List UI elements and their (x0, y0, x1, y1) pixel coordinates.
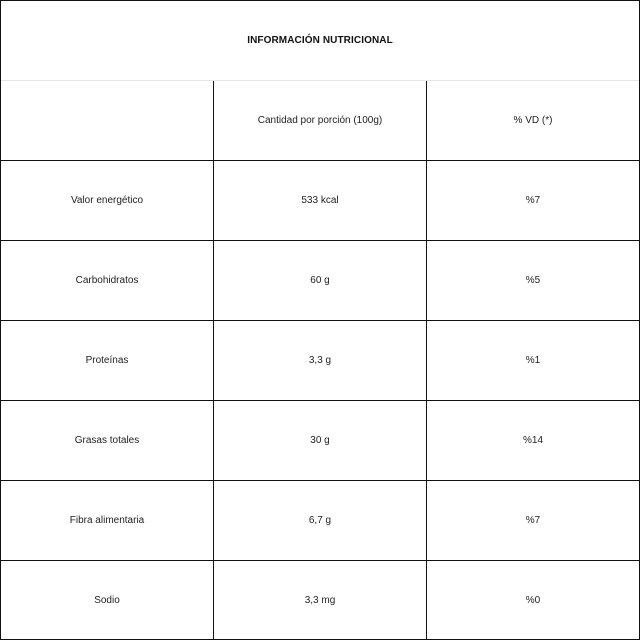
amount-cell: 30 g (214, 401, 427, 480)
nutrient-cell: Carbohidratos (1, 241, 214, 320)
nutrient-cell: Sodio (1, 561, 214, 639)
table-title: INFORMACIÓN NUTRICIONAL (247, 35, 393, 46)
table-row (1, 561, 639, 639)
amount-cell: 3,3 mg (214, 561, 427, 639)
daily-value-cell: %0 (525, 594, 541, 606)
nutrient-cell: Fibra alimentaria (1, 481, 214, 560)
header-daily-value-cell: % VD (*) (513, 115, 553, 126)
nutrition-grid (1, 81, 639, 639)
table-row (1, 321, 639, 401)
amount-cell: 3,3 g (214, 321, 427, 400)
table-row (1, 401, 639, 481)
header-amount-cell: Cantidad por porción (100g) (214, 81, 427, 160)
nutrient-cell: Grasas totales (1, 401, 214, 480)
nutrient-cell: Proteínas (1, 321, 214, 400)
daily-value-cell: %7 (525, 515, 541, 526)
amount-cell: 6,7 g (214, 481, 427, 560)
table-row (1, 241, 639, 321)
daily-value-cell: %7 (525, 195, 541, 206)
table-row (1, 481, 639, 561)
table-row (1, 161, 639, 241)
table-title-row (1, 1, 639, 81)
daily-value-cell: %1 (525, 355, 541, 366)
amount-cell: 533 kcal (214, 161, 427, 240)
nutrient-cell: Valor energético (1, 161, 214, 240)
header-nutrient-cell (1, 81, 214, 160)
daily-value-cell: %14 (522, 435, 543, 446)
daily-value-cell: %5 (525, 275, 541, 286)
amount-cell: 60 g (214, 241, 427, 320)
header-row (1, 81, 639, 161)
